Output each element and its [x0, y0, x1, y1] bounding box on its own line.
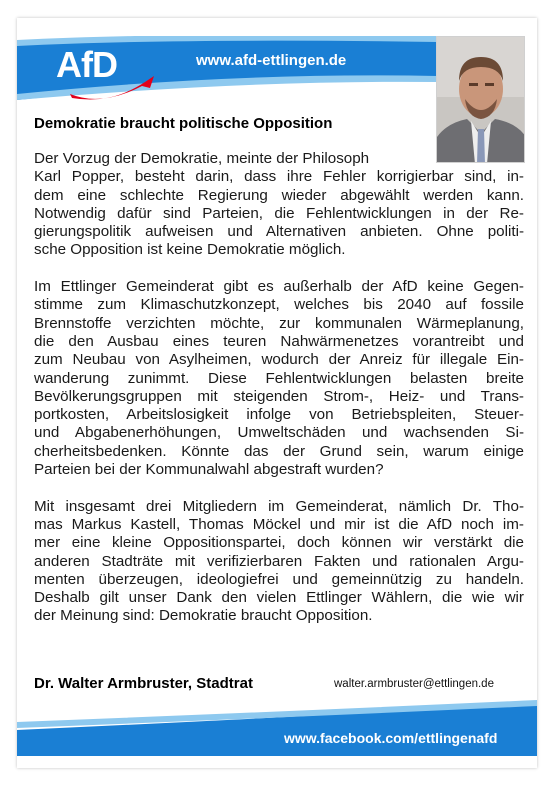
- facebook-link[interactable]: www.facebook.com/ettlingenafd: [284, 730, 498, 746]
- paragraph-2: [34, 278, 524, 479]
- text-line: stimme zum Klimaschutzkonzept, welches bis 2040 auf fossile: [34, 296, 524, 314]
- text-line: portkosten, Arbeitslosigkeit infolge von Betriebspleiten, Steuer-: [34, 406, 524, 424]
- text-line: Notwendig dafür sind Parteien, die Fehlentwicklungen in der Re-: [34, 204, 524, 222]
- text-line: Der Vorzug der Demokratie, meinte der Philosoph: [34, 150, 370, 167]
- article-headline: Demokratie braucht politische Opposition: [34, 115, 333, 132]
- text-line: die den Ausbau eines teuren Nahwärmenetzes vorantreibt und: [34, 332, 524, 350]
- author-photo: [436, 36, 525, 163]
- text-line: mas Markus Kastell, Thomas Möckel und mir ist die AfD noch im-: [34, 515, 524, 533]
- text-line: zum Neubau von Asylheimen, wodurch der Anreiz für illegale Ein-: [34, 351, 524, 369]
- site-url-link[interactable]: www.afd-ettlingen.de: [196, 52, 347, 69]
- text-line: anderen Stadträte mit verifizierbaren Fakten und rationalen Argu-: [34, 552, 524, 570]
- text-line: Brennstoffe verzichten möchte, zur kommunalen Wärmeplanung,: [34, 314, 524, 332]
- text-line: mer eine kleine Oppositionspartei, doch können wir verstärkt die: [34, 534, 524, 552]
- text-line: Im Ettlinger Gemeinderat gibt es außerhalb der AfD keine Gegen-: [34, 278, 524, 296]
- portrait-image: [437, 37, 525, 163]
- article-body: [34, 150, 524, 644]
- text-line: gierungspolitik aufweisen und Alternativen anbieten. Ohne politi-: [34, 223, 524, 241]
- text-line: der Meinung sind: Demokratie braucht Opposition.: [34, 607, 373, 625]
- text-line: Mit insgesamt drei Mitgliedern im Gemeinderat, nämlich Dr. Tho-: [34, 497, 524, 515]
- text-line: Karl Popper, besteht darin, dass ihre Fehler korrigierbar sind, in-: [34, 168, 524, 186]
- text-line: Parteien bei der Kommunalwahl abgestraft wurden?: [34, 461, 384, 479]
- text-line: sche Opposition ist keine Demokratie möglich.: [34, 241, 346, 259]
- text-line: Bevölkerungsgruppen mit steigenden Strom-, Heiz- und Trans-: [34, 387, 524, 405]
- paragraph-3: [34, 498, 524, 626]
- text-line: wanderung zunimmt. Diese Fehlentwicklungen belasten breite: [34, 369, 524, 387]
- footer-banner: [17, 700, 537, 756]
- text-line: und Abgabenerhöhungen, Umweltschäden und wachsenden Si-: [34, 424, 524, 442]
- author-signature: Dr. Walter Armbruster, Stadtrat: [34, 675, 253, 692]
- text-line: menten überzeugen, ideologiefrei und gemeinnützig zu handeln.: [34, 570, 524, 588]
- email-link[interactable]: walter.armbruster@ettlingen.de: [334, 678, 494, 690]
- text-line: dem eine schlechte Regierung wieder abgewählt werden kann.: [34, 186, 524, 204]
- text-line: Deshalb gilt unser Dank den vielen Ettlinger Wählern, die wie wir: [34, 589, 524, 607]
- paragraph-1: [34, 150, 524, 260]
- text-line: cherheitsbedenken. Könnte das der Grund sein, warum einige: [34, 442, 524, 460]
- logo-text: AfD: [56, 44, 117, 85]
